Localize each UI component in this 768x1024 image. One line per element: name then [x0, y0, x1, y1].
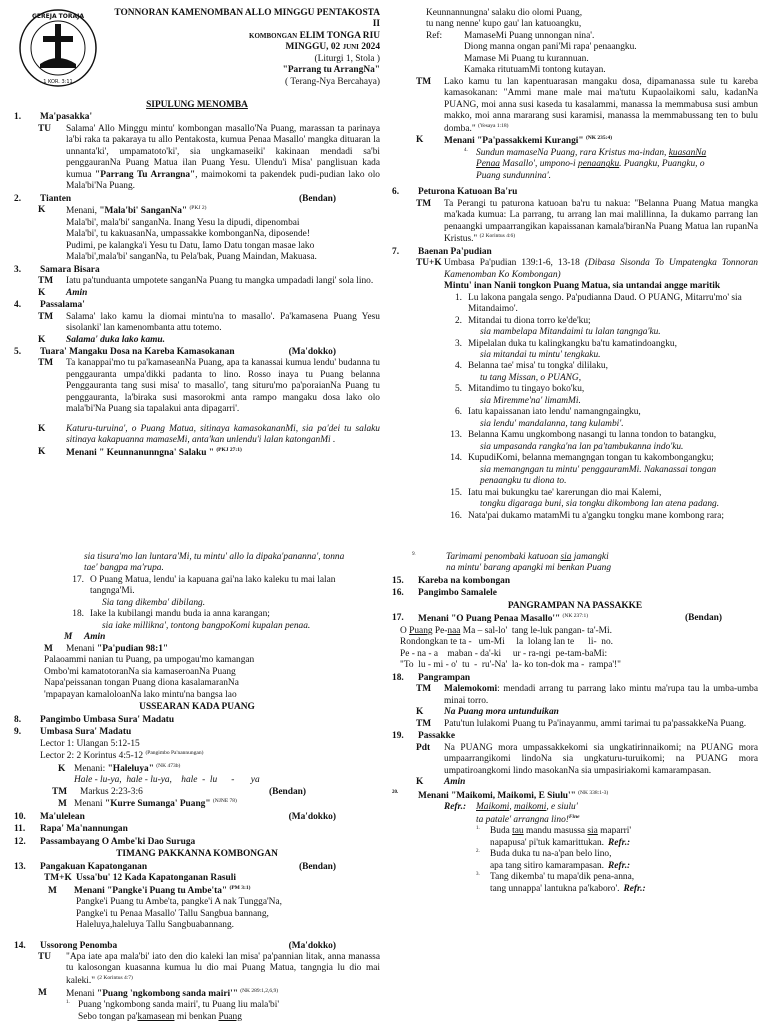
psalm-verse: 15. Iatu mai bukungku tae' karerungan dio mai Kalemi, [450, 487, 662, 498]
item-10: 10. Ma'ulelean (Ma'dokko) [14, 811, 336, 822]
hymn-title: "Pa'pudian 98:1" [96, 643, 169, 654]
item-6: 6. Peturona Katuoan Ba'ru [392, 187, 518, 198]
psalm-verse: 3. Mipelalan duka tu kalingkangku ba'tu kamatindoangku, [454, 338, 677, 349]
verse-list: 1. Buda tau mandu masussa sia maparri' napapusa' pi'tuk kamarittukan. Refr.: 2. Buda duka tu na-a'pan belo lino, apa tang sitiro kamarampasan. Refr.: 3. Tang dikemba' tu mapa'dik pena-anna, tang unnappa' lantukna pa'kaboro'. Refr.: [392, 826, 758, 895]
column-1: GEREJA TORAJA 1 KOR. 3:11 TONNORAN KAMENOMBAN ALLO MINGGU PENTAKOSTA II KOMBONGAN ELIM TONGA RIU MINGGU, 02 JUNI 2024 (Liturgi 1, Stola ) "Parrang tu ArrangNa" ( Terang-Nya Bercahaya) SIPULUNG MENOMBA 1. Ma'pasakka' TU Salama' Allo Minggu mintu' kombongan masallo'Na Puang, marassan ta parinaya la'bi raka ta pakaraya tu allo Pentakosta, kumua Penaa Masallo' mangka dituaran la unnanta'ki', umpamatoto'ki', sia ungkamaseiki' kakinaan mendadi sa'bi penggauranNa Puang Matua ilan Puang Yesu. Ulendu'i Misa' panglisuan kada kumua "Parrang Tu Arrangna", maimokomi ta pakendek pudi-pudian lako olo Mala'bi'Na Puang. 2. Tianten (Bendan) K Menani, "Mala'bi' SanganNa" $^{(PKJ 2)}$ Mala'bi', mala'bi' sanganNa. Inang Yesu la dipudi, dipenombai Mala'bi', tu kakuasanNa, umpassakke kombonganNa, diposende! Pudimi, pe kalangka'i Yesu tu Datu, Iamo Datu tongan masae lako Mala'bi',mala'bi' sanganNa, tu Pela'bak, Puang Maindan, Makuasa. 3. Samara Bisara TM Iatu pa'tunduanta umpotete sanganNa Puang tu mangka umpadadi langi' sola lino. K Amin 4. Passalama' TM Salama' lako kamu la diomai mintu'na to masallo'. Pa'kamasena Puang Yesu sisolanki' lan kamenombanta attu totemo. K Salama' duka lako kamu. 5. Tuara' Mangaku Dosa na Kareba Kamasokanan (Ma'dokko) TM Ta kanappai'mo tu pa'kamaseanNa Puang, apa ta kanassai kumua lendu' budanna tu penggauranta umpa'dikki padanta to lino. Rosso inaya tu Puang belanna Penggauranta tang susi misa' to masallo', tang situru'mo pa'poraianNa Puang tu penggauranta, la'biraka susi masorokmi anta rampo mangaku dosa lako olo mala'bi'Na Puang sia tapalakui anta dipagarri'. K Katuru-turuina', o Puang Matua, sitinaya kamasokananMi, sia pa'dei tu salaku sitinaya kakapuanna mamaseMi, anta'kan unlendu'i lalan katonganMi . K Menani " Keunnanunngna' Salaku " $^{(PKJ 27:1)}$ [14, 8, 380, 458]
date-year: 2024 [361, 42, 380, 53]
hymn-verse: 3. Tang dikemba' tu mapa'dik pena-anna, [476, 872, 635, 883]
hymn-title: "Pangke'i Puang tu Ambe'ta" [107, 885, 228, 896]
hymn-line: Mala'bi', mala'bi' sanganNa. Inang Yesu la dipudi, dipenombai [66, 217, 300, 228]
psalm-response: tongku digaraga buni, sia tongku dikombong lan atena padang. [480, 499, 720, 510]
hymn-title: "O Puang Penaa Masallo'" [451, 614, 561, 625]
psalm-response: sia mitandai tu mintu' tengkaku. [480, 349, 601, 360]
item-18: 18. Pangrampan [392, 672, 471, 683]
header-text [110, 8, 380, 88]
date-prefix: MINGGU, 02 [285, 42, 341, 53]
item-15: 15. Kareba na kombongan [392, 575, 511, 586]
hymn-title: " Keunnanunngna' Salaku " [99, 447, 214, 458]
bulletin-title: TONNORAN KAMENOMBAN ALLO MINGGU PENTAKOSTA II [114, 8, 380, 30]
psalm-response: tu tang Missan, o PUANG, [480, 372, 582, 383]
section-heading: SIPULUNG MENOMBA [146, 100, 248, 110]
congregation-prefix: KOMBONGAN [249, 31, 298, 40]
column-3: sia tisura'mo lan luntara'Mi, tu mintu' allo la dipaka'pananna', tonna tae' bangpa ma'rupa. 17. O Puang Matua, lendu' ia kapuana gai'na lako kaleku tu mai lalan tangnga'Mi. Sia tang dikemba' dibilang. 18. Iake la kubilangi mandu buda ia anna karangan; sia iake millikna', tontong bangpoKomi kupalan penaa. M Amin M Menani "Pa'pudian 98:1" Palaoammi nanian tu Puang, pa umpogau'mo kamangan Ombo'mi kamatotoranNa sia kamaseroanNa Puang Napa'peissanan tongan Puang diona kasalamaranNa 'mpapayan kamaloloanNa lako mintu'na bangsa lao USSEARAN KADA PUANG 8. Pangimbo Umbasa Sura' Madatu 9. Umbasa Sura' Madatu Lector 1: Ulangan 5:12-15 Lector 2: 2 Korintus 4:5-12 $^{(Pangimbo Pa'nannungan)}$ K Menani: "Haleluya" $^{(NK 473b)}$ Hale - lu-ya, hale - lu-ya, hale - lu - ya TM Markus 2:23-3:6 (Bendan) M Menani "Kurre Sumanga' Puang" $^{(NJNE 78)}$ 10. Ma'ulelean (Ma'dokko) 11. Rapa' Ma'nannungan 12. Passambayang O Ambe'ki Dao Suruga TIMANG PAKKANNA KOMBONGAN 13. Pangakuan Kapatonganan (Bendan) TM+K Ussa'bu' 12 Kada Kapatonganan Rasuli M Menani "Pangke'i Puang tu Ambe'ta" $^{(PM 3:1)}$ Pangke'i Puang tu Ambe'ta, pangke'i A nak Tungga'Na, Pangke'i tu Penaa Masallo' Tallu Sangbua bannang, Haleluya,haleluya Tallu Sangbuabannang. 14. Ussorong Penomba (Ma'dokko) TU "Apa iate apa mala'bi' iato den dio kaleki lan misa' pa'pannian litak, anna manassa tu kalosongan kuasanna kumua lu dio mai Puang Matua, tangngia lu dio mai kaleki." $^{(2 Korintus 4:7)}$ M Menani "Puang 'ngkombong sanda mairi'" $^{(NK 289:1,2,6,9)}$ 1. Puang 'ngkombong sanda mairi', tu Puang liu mala'bi' Sebo tongan pa'kamasean mi benkan Puang [14, 552, 380, 1022]
psalm-verse: 5. Mitandimo tu tingayo boko'ku, [454, 384, 585, 395]
psalm-response: sia mambelapa Mitandaimi tu lalan tangnga'ku. [480, 327, 661, 338]
bulletin-header [14, 8, 380, 98]
item-13: 13. Pangakuan Kapatonganan (Bendan) [14, 861, 336, 872]
psalm-verse: 1. Lu lakona pangala sengo. Pa'pudianna Daud. O PUANG, Mitarru'mo' sia Mitandaimo'. [454, 292, 742, 315]
item-14: 14. Ussorong Penomba (Ma'dokko) [14, 940, 336, 951]
section-heading: TIMANG PAKKANNA KOMBONGAN [116, 849, 278, 860]
psalm-verse: 16. Nata'pai dukamo matamMi tu a'gangku tongku mane kombong rara; [450, 510, 724, 521]
amin-response: Amin [66, 287, 88, 298]
hymn-title: "Maikomi, Maikomi, E Siulu'" [451, 790, 576, 801]
list-item: 17. O Puang Matua, lendu' ia kapuana gai'na lako kaleku tu mai lalan tangnga'Mi. [72, 574, 336, 597]
item-19: 19. Passakke [392, 731, 455, 742]
item-20: 20. Menani "Maikomi, Maikomi, E Siulu'" $^{(NK 338:1-3)}$ [392, 789, 609, 801]
congregation-name: ELIM TONGA RIU [299, 30, 380, 41]
item-16: 16. Pangimbo Samalele [392, 588, 497, 599]
item-7: 7. Baenan Pa'pudian [392, 246, 492, 257]
section-heading: USSEARAN KADA PUANG [139, 702, 255, 713]
psalm-response: sia memangngan tu mintu' penggauramMi. Nakanassai tongan penaangku tu diona to. [480, 464, 717, 487]
hymn-verse: 2. Buda duka tu na-a'pan belo lino, [476, 849, 612, 860]
item-17: 17. Menani "O Puang Penaa Masallo'" $^{(NK 237:1)}$ (Bendan) [392, 613, 722, 625]
item-9: 9. Umbasa Sura' Madatu [14, 727, 132, 738]
theme: "Parrang tu ArrangNa" [282, 65, 380, 76]
column-2: Keunnannungna' salaku dio olomi Puang, tu nang nenne' kupo gau' lan katuoangku, Ref: MamaseMi Puang unnongan nina'. Diong manna ongan pani'Mi rapa' penaangku. Mamase Mi Puang tu kurannuan. Kamaka ritutuamMi tontong kutayan. TM Lako kamu tu lan kapentuarasan mangaku dosa, dipamanassa sule tu kareba kamasokanan: "Ammi mane male mai ma'tutu Kupaolaikomi salu, kadanNa PUANG, moi anna susi kaseda tu kasalammi, manassa la memmabusa susi ambun makko, moi anna mararang susi karamisi, manassa la memmabussang ten to bulu domba." $^{(Yesaya 1:18)}$ K Menani "Pa'passakkemi Kurangi" $^{(NK 235:4)}$ 4. Sundun mamaseNa Puang, rara Kristus ma-indan, kuasanNa Penaa Masallo', umpono-i penaangku. Puangku, Puangku, o Puang sundunnina'. 6. Peturona Katuoan Ba'ru TM Ta Perangi tu paturona katuoan ba'ru tu nakua: "Belanna Puang Matua mangka ma'kada kumua: La parrang, tu arrang lan mai malillinna, Ia dukamo parrang lan penaangki umpaarrangikan kapaissanan kamala'biranNa Puang Matua lan rupanNa Kristus." $^{(2 Korintus 4:6)}$ 7. Baenan Pa'pudian TU+K Umbasa Pa'pudian 139:1-6, 13-18 (Dibasa Sisonda To Umpatengka Tonnoran Kamenomban Ko Kombongan) Mintu' inan Nanii tongkon Puang Matua, sia untandai angge maritik 1. Lu lakona pangala sengo. Pa'pudianna Daud. O PUANG, Mitarru'mo' sia Mitandaimo'. 2. Mitandai tu diona torro ke'de'ku; sia mambelapa Mitandaimi tu lalan tangnga'ku. 3. Mipelalan duka tu kalingkangku ba'tu kamatindoangku, sia mitandai tu mintu' tengkaku. 4. Belanna tae' misa' tu tongka' dililaku, tu tang Missan, o PUANG, 5. Mitandimo tu tingayo boko'ku, sia Miremme'na' limamMi. 6. Iatu kapaissanan iato lendu' namangngaingku, sia lendu' mandalanna, tang kulambi'. 13. Belanna Kamu ungkombong nasangi tu lanna tondon to batangku, sia umpasanda rangka'na lan pa'tambukanna indo'ku. 14. KupudiKomi, belanna memangngan tongan tu kakombongangku; sia memangngan tu mintu' penggauramMi. Nakanassai tongan penaangku tu diona to. 15. Iatu mai bukungku tae' karerungan dio mai Kalemi, tongku digaraga buni, sia tongku dikombong lan atena padang. 16. Nata'pai dukamo matamMi tu a'gangku tongku mane kombong rara; [392, 8, 758, 521]
item-8: 8. Pangimbo Umbasa Sura' Madatu [14, 714, 175, 725]
svg-text:1 KOR. 3:11: 1 KOR. 3:11 [43, 79, 73, 85]
psalm-verse: 13. Belanna Kamu ungkombong nasangi tu lanna tondon to batangku, [450, 430, 717, 441]
item-4: 4. Passalama' [14, 300, 85, 311]
hymn-title: "Puang 'ngkombong sanda mairi'" [96, 988, 238, 999]
hymn-verse: 1. Buda tau mandu masussa sia maparri' [476, 826, 632, 837]
psalm-response: sia lendu' mandalanna, tang kulambi'. [480, 418, 624, 429]
item-2: 2. Tianten (Bendan) [14, 193, 336, 204]
psalm-response: sia umpasanda rangka'na lan pa'tambukanna indo'ku. [480, 441, 684, 452]
psalm-verse: 2. Mitandai tu diona torro ke'de'ku; [454, 315, 591, 326]
column-4: 9. Tarimami penombaki katuoan sia jamangki na mintu' barang apangki mi benkan Puang 15. Kareba na kombongan 16. Pangimbo Samalele PANGRAMPAN NA PASSAKKE 17. Menani "O Puang Penaa Masallo'" $^{(NK 237:1)}$ (Bendan) O Puang Pe-naa Ma – sal-lo' tang le-luk pangan- ta'-Mi. Rondongkan te ta - um-Mi la lolang lan te li- no. Pe - na - a maban - da'-ki ur - ra-ngi pe-tam-baMi: "To lu - mi - o' tu - ru'-Na' la- ko ton-dok ma - rampa'!" 18. Pangrampan TM Malemokomi: mendadi arrang tu parrang lako mintu ma'rupa tau la umba-umba minai torro. K Na Puang mora untunduikan TM Patu'tun lulakomi Puang tu Pa'inayanmu, ammi tarimai tu pa'passakkeNa Puang. 19. Passakke Pdt Na PUANG mora umpassakkekomi sia ungkatirinnaikomi; na PUANG mora umpaarrangikomi lindoNa sia ungkaturu-turuikomi; na PUANG mora umpatiroangkomi lindo masokanNa sia umpasiriakomi kamarampasan. K Amin 20. Menani "Maikomi, Maikomi, E Siulu'" $^{(NK 338:1-3)}$ Refr.: Maikomi, maikomi, e siulu' ta patale' arrangna lino!$^{Fine}$ 1. Buda tau mandu masussa sia maparri' napapusa' pi'tuk kamarittukan. Refr.: 2. Buda duka tu na-a'pan belo lino, apa tang sitiro kamarampasan. Refr.: 3. Tang dikemba' tu mapa'dik pena-anna, tang unnappa' lantukna pa'kaboro'. Refr.: [392, 552, 758, 894]
hymn-title: "Pa'passakkemi Kurangi" [477, 136, 584, 147]
church-seal-icon [18, 8, 98, 88]
psalm-verse: 14. KupudiKomi, belanna memangngan tongan tu kakombongangku; [450, 453, 714, 464]
psalm-verse: 6. Iatu kapaissanan iato lendu' namangngaingku, [454, 407, 641, 418]
date-month: JUNI [342, 43, 359, 52]
item-11: 11. Rapa' Ma'nannungan [14, 824, 128, 835]
section-heading: PANGRAMPAN NA PASSAKKE [507, 600, 643, 611]
list-item: 18. Iake la kubilangi mandu buda ia anna karangan; [72, 609, 270, 620]
theme-subtitle: ( Terang-Nya Bercahaya) [285, 76, 380, 87]
hymn-title: "Mala'bi' SanganNa" [99, 206, 188, 217]
opening-text: Salama' Allo Minggu mintu' kombongan masallo'Na Puang, marassan ta parinaya la'bi raka ta pakaraya tu allo Pentakosta, kumua Penaa Masallo' mangka dituaran la unnanta'ki', umpamatoto'ki', sia ungkamaseiki' kakinaan mendadi sa'bi penggauranNa Puang Matua ilan Puang Yesu. Ulendu'i Misa' panglisuan kada kumua "Parrang Tu Arrangna", maimokomi ta pakendek pudi-pudian lako olo Mala'bi'Na Puang. [66, 123, 380, 192]
item-1: 1. Ma'pasakka' [14, 112, 93, 123]
psalm-list [392, 293, 758, 522]
item-12: 12. Passambayang O Ambe'ki Dao Suruga [14, 836, 196, 847]
hymn-line: Mala'bi', tu kakuasanNa, umpassakke kombonganNa, diposende! [66, 229, 310, 240]
psalm-subheading: Mintu' inan Nanii tongkon Puang Matua, sia untandai angge maritik [444, 281, 721, 292]
hymn-line: Mala'bi',mala'bi' sanganNa, tu Pela'bak, Puang Maindan, Makuasa. [66, 252, 317, 263]
psalm-verse: 4. Belanna tae' misa' tu tongka' dililaku, [454, 361, 608, 372]
hymn-line: Pudimi, pe kalangka'i Yesu tu Datu, Iamo Datu tongan masae lako [66, 240, 315, 251]
item-5: 5. Tuara' Mangaku Dosa na Kareba Kamasokanan (Ma'dokko) [14, 346, 336, 357]
amin-response: Amin [444, 777, 466, 788]
item-3: 3. Samara Bisara [14, 264, 100, 275]
psalm-response: sia Miremme'na' limamMi. [480, 395, 581, 406]
liturgy-line: (Liturgi 1, Stola ) [314, 53, 380, 64]
svg-text:GEREJA TORAJA: GEREJA TORAJA [31, 13, 85, 20]
